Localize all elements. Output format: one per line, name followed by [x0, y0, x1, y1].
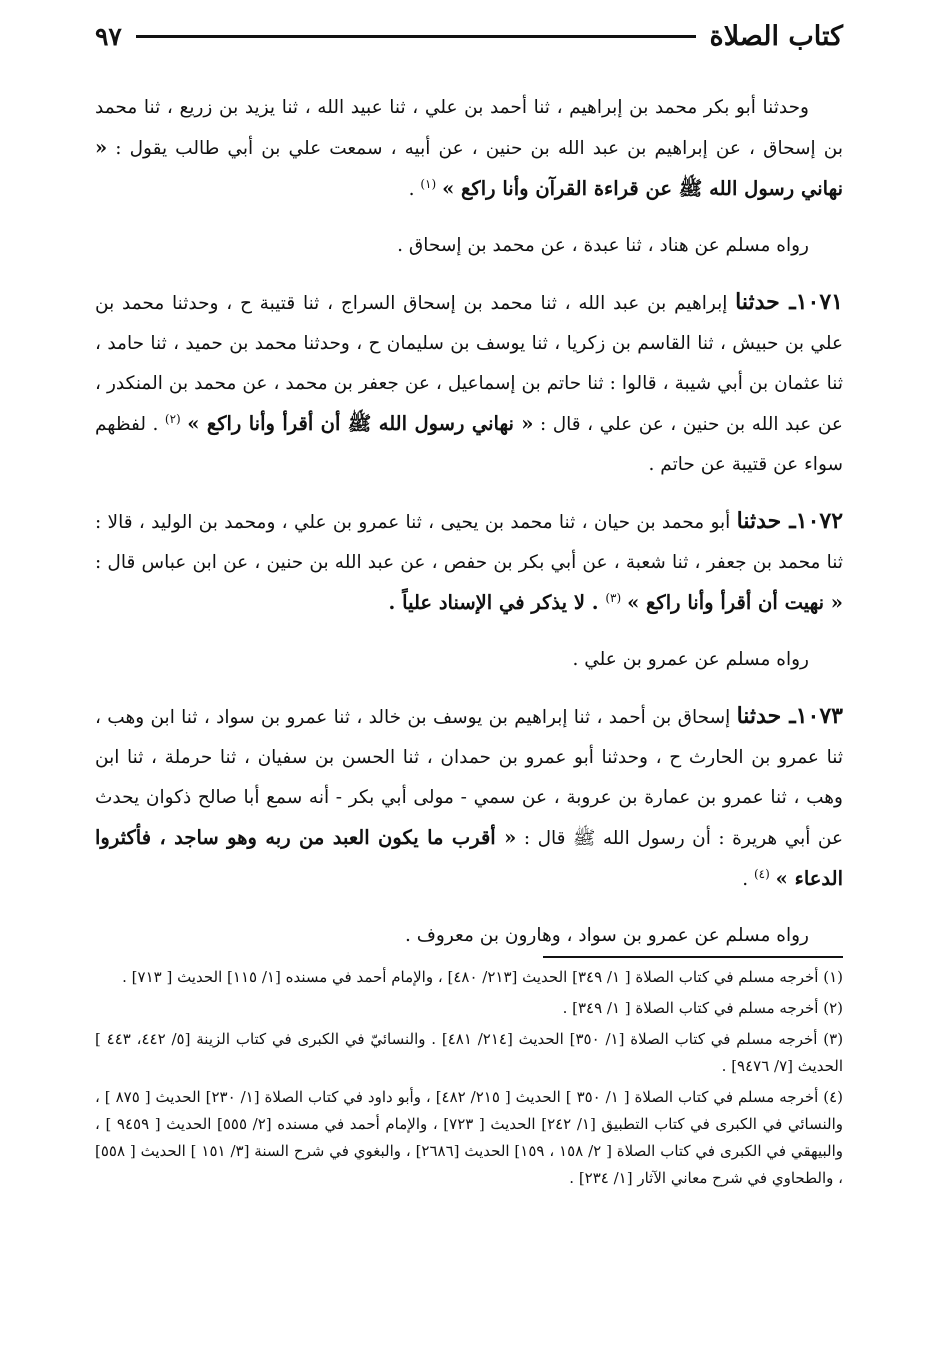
isnad-text: وحدثنا أبو بكر محمد بن إبراهيم ، ثنا أحمد بن علي ، ثنا عبيد الله ، ثنا يزيد بن زريع ، ثنا محمد بن إسحاق ، عن إبراهيم بن عبد الله بن حنين ، عن أبيه ، سمعت علي بن أبي طالب يقول :: [95, 97, 843, 159]
footnote-ref: (٤): [753, 866, 770, 881]
hadith-heading: ـ حدثنا: [736, 508, 796, 534]
isnad-text: إسحاق بن أحمد ، ثنا إبراهيم بن يوسف بن خالد ، ثنا عمرو بن سواد ، ثنا ابن وهب ، ثنا عمرو بن الحارث ح ، وحدثنا أبو عمرو بن حمدان ، ثنا الحسن بن سفيان ، ثنا حرملة ، ثنا ابن وهب ، ثنا عمرو بن عمارة بن عروبة ، عن سمي - مولى أبي بكر - أنه سمع أبا صالح ذكوان يحدث عن أبي هريرة : أن رسول الله ﷺ قال :: [95, 707, 844, 849]
narration-note: رواه مسلم عن هناد ، ثنا عبدة ، عن محمد بن إسحاق .: [397, 235, 809, 256]
footnotes-section: [95, 956, 843, 1196]
footnote-4: (٤) أخرجه مسلم في كتاب الصلاة [ ١/ ٣٥٠ ] الحديث [ ٢١٥/ ٤٨٢] ، وأبو داود في كتاب الصلاة [١/ ٢٣٠] الحديث [ ٨٧٥ ] ، والنسائي في الكبرى في كتاب التطبيق [١/ ٢٤٢] الحديث [ ٧٢٣] ، والإمام أحمد في مسنده [٢/ ٥٥٥] الحديث [ ٩٤٥٩ ] ، والبيهقي في الكبرى في كتاب الصلاة [ ٢/ ١٥٨ ، ١٥٩] الحديث [٢٦٨٦] ، والبغوي في شرح السنة [٣/ ١٥١ ] الحديث [ ٥٥٨] ، والطحاوي في شرح معاني الآثار [١/ ٢٣٤] .: [95, 1088, 843, 1187]
hadith-heading: ـ حدثنا: [736, 703, 796, 729]
narration-note: رواه مسلم عن عمرو بن علي .: [572, 649, 809, 670]
hadith-text: « نهاني رسول الله ﷺ أن أقرأ وأنا راكع »: [187, 412, 534, 435]
hadith-text: « أقرب ما يكون العبد من ربه وهو ساجد ، فأكثروا الدعاء »: [95, 826, 843, 890]
page-header: [95, 14, 843, 58]
footnote-ref: (٣): [605, 590, 622, 605]
paragraph-narration-note-2: [95, 640, 843, 680]
hadith-number: ١٠٧١: [795, 289, 843, 315]
footnote-3: (٣) أخرجه مسلم في كتاب الصلاة [١/ ٣٥٠] الحديث [٢١٤/ ٤٨١] . والنسائيّ في الكبرى في كتاب الزينة [٥/ ٤٤٢، ٤٤٣ ] الحديث [٧/ ٩٤٧٦] .: [95, 1030, 844, 1075]
hadith-heading: ـ حدثنا: [735, 289, 796, 315]
hadith-number: ١٠٧٢: [795, 508, 844, 534]
main-text: [95, 88, 843, 972]
chapter-title: كتاب الصلاة: [709, 20, 843, 52]
footnote-ref: (١): [420, 176, 437, 191]
header-rule: [136, 35, 696, 38]
hadith-1073: [95, 696, 843, 900]
footnote-1: (١) أخرجه مسلم في كتاب الصلاة [ ١/ ٣٤٩] الحديث [٢١٣/ ٤٨٠] ، والإمام أحمد في مسنده [١/ ١١٥] الحديث [ ٧١٣] .: [122, 968, 843, 986]
paragraph-tail: . لفظهم سواء عن قتيبة عن حاتم .: [95, 414, 843, 475]
paragraph-tail: .: [408, 179, 421, 200]
hadith-1072: [95, 501, 843, 624]
hadith-text: « نهاني رسول الله ﷺ عن قراءة القرآن وأنا راكع »: [95, 136, 843, 200]
hadith-text: « نهيت أن أقرأ وأنا راكع »: [627, 591, 843, 614]
footnote-2: (٢) أخرجه مسلم في كتاب الصلاة [ ١/ ٣٤٩] .: [562, 999, 843, 1017]
footnote-rule: [543, 956, 843, 958]
isnad-text: أبو محمد بن حيان ، ثنا محمد بن يحيى ، ثنا عمرو بن علي ، ومحمد بن الوليد ، قالا : ثنا محمد بن جعفر ، ثنا شعبة ، عن أبي بكر بن حفص ، عن عبد الله بن حنين ، عن ابن عباس قال :: [95, 512, 843, 573]
paragraph-isnad-1: [95, 88, 843, 210]
narration-note: رواه مسلم عن عمرو بن سواد ، وهارون بن معروف .: [404, 925, 809, 946]
hadith-1071: [95, 282, 843, 485]
isnad-text: إبراهيم بن عبد الله ، ثنا محمد بن إسحاق السراج ، ثنا قتيبة ح ، وحدثنا محمد بن علي بن حبيش ، ثنا القاسم بن زكريا ، ثنا يوسف بن سليمان ح ، وحدثنا محمد بن حميد ، ثنا حامد ، ثنا عثمان بن أبي شيبة ، قالوا : ثنا حاتم بن إسماعيل ، عن جعفر بن محمد ، عن محمد بن المنكدر ، عن عبد الله بن حنين ، عن علي ، قال :: [95, 293, 843, 435]
paragraph-narration-note-1: [95, 226, 843, 266]
hadith-number: ١٠٧٣: [795, 703, 843, 729]
paragraph-tail: . لا يذكر في الإسناد علياً .: [388, 591, 606, 614]
page-number: ٩٧: [95, 21, 122, 51]
paragraph-narration-note-3: [95, 916, 843, 956]
paragraph-tail: .: [742, 869, 754, 890]
footnote-ref: (٢): [164, 411, 181, 426]
